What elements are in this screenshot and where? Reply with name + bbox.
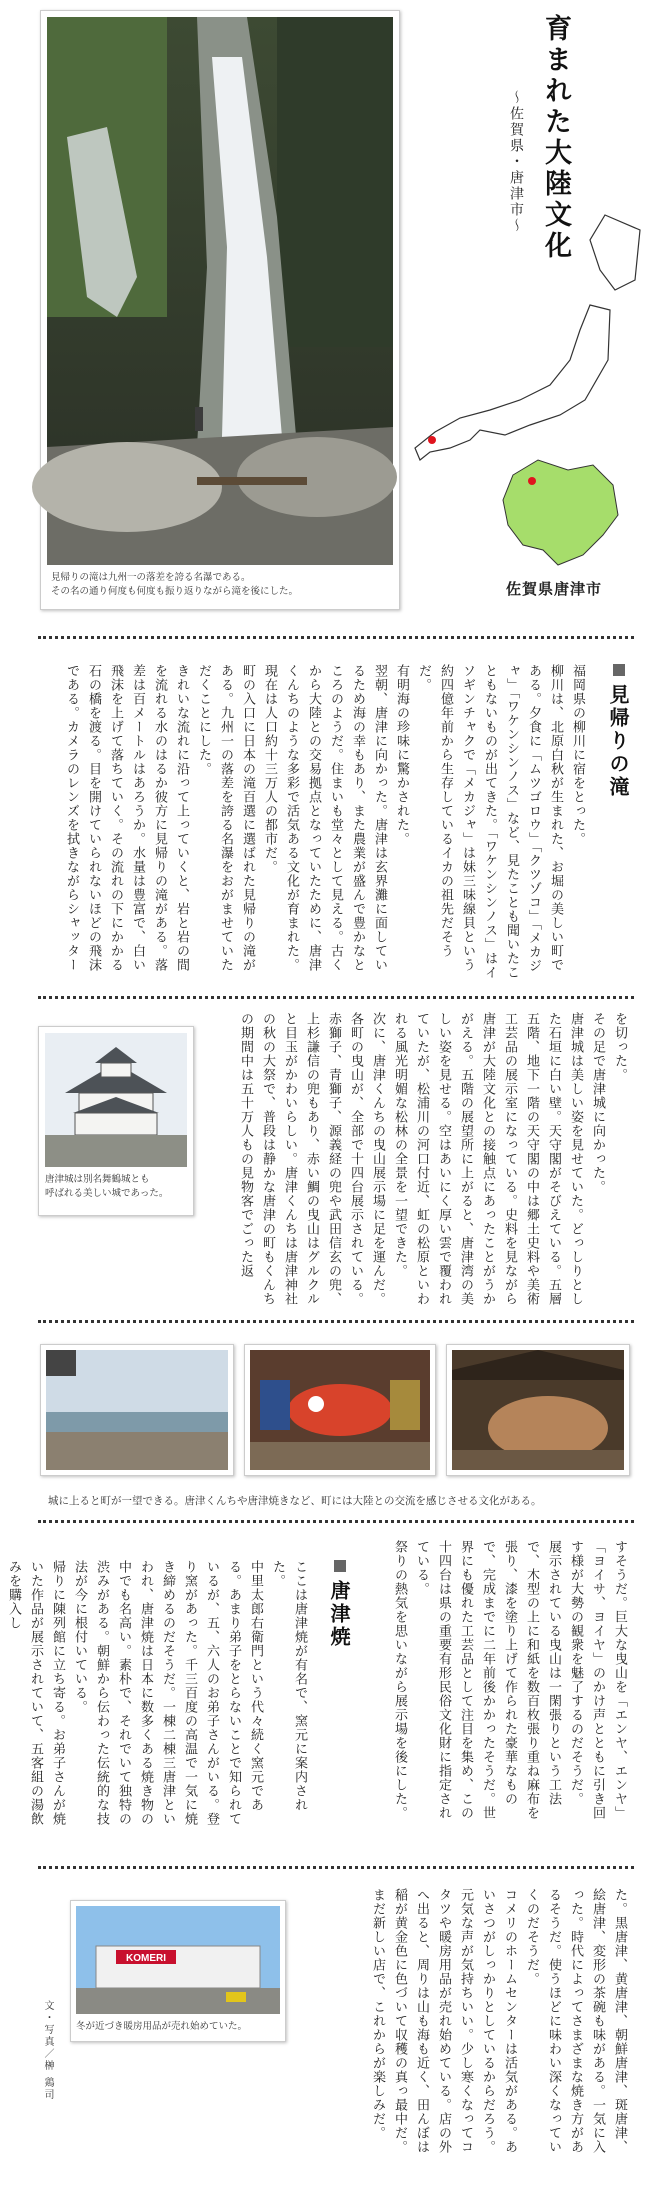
paragraph: 各町の曳山が、全部で十四台展示されている。赤獅子、青獅子、源義経の兜や武田信玄の兜、上杉謙信の兜もあり、赤い鯛の曳山はグルクルと目玉がかわいらしい。唐津くんちは唐津神社の秋の大祭で、普段は静かな唐津の町もくんちの期間中は五十万人もの見物客でごった返	[238, 1012, 363, 1306]
paragraph: 福岡県の柳川に宿をとった。	[570, 664, 585, 846]
article-body-5	[350, 1888, 630, 2158]
section-heading-mikaeri	[604, 664, 633, 799]
article-body-4-left	[6, 1560, 310, 1830]
karatsu-marker-small	[428, 436, 436, 444]
castle-caption-line-2: 呼ばれる美しい城であった。	[45, 1188, 169, 1199]
karatsu-castle-photo	[38, 1026, 194, 1216]
store-caption: 冬が近づき暖房用品が売れ始めていた。	[76, 2021, 248, 2032]
paragraph: た。黒唐津、黄唐津、朝鮮唐津、斑唐津、絵唐津、変形の茶碗も味がある。一気に入った。時代によってさまざまな焼き方があるそうだ。使うほどに味わい深くなっていくのだそうだ。	[524, 1888, 627, 2154]
waterfall-image	[47, 17, 393, 565]
saga-prefecture-map	[498, 455, 628, 570]
paragraph: 唐津城は美しい姿を見せていた。どっしりとした石垣に白い壁。天守閣がそびえている。五層五階、地下一階の天守閣の中は郷土史料や美術工芸品の展示室になっている。史料を見ながら唐津が大陸文化との接触点にあったことがうかがえる。五階の展望所に上がると、唐津湾の美しい姿を見せる。空はあいにく厚い雲で覆われていたが、松浦川の河口付近、虹の松原といわれる風光明媚な松林の全景を一望できた。	[392, 1012, 583, 1306]
paragraph: 帰りに陳列館に立ち寄る。お弟子さんが焼いた作品が展示されていて、五客組の湯飲みを購入し	[6, 1560, 65, 1826]
paragraph: 翌朝、唐津に向かった。唐津は玄界灘に面しているため海の幸もあり、また農業が盛んで豊かなところのようだ。住まいも堂々として見える。古くから大陸との交易拠点となっていたために、唐津くんちのような多彩で活気ある文化が育まれた。現在は人口約十三万人の都市だ。	[262, 664, 387, 972]
bullet-square-icon	[334, 1560, 346, 1572]
section-title: 唐津焼	[327, 1580, 351, 1649]
section-title: 見帰りの滝	[606, 684, 630, 799]
karatsu-marker	[528, 477, 536, 485]
store-image	[76, 1906, 280, 2014]
divider	[38, 996, 634, 999]
paragraph: を切った。	[612, 1012, 627, 1082]
paragraph: 町の入口に日本の滝百選に選ばれた見帰りの滝がある。九州一の落差を誇る名瀑をおがませていただくことにした。	[196, 664, 255, 972]
waterfall-photo	[40, 10, 400, 610]
paragraph: 有明海の珍味に驚かされた。	[394, 664, 409, 846]
page-title: 育まれた大陸文化	[540, 14, 571, 262]
paragraph: 次に、唐津くんちの曳山展示場に足を運んだ。	[370, 1012, 385, 1306]
komeri-store-photo	[70, 1900, 286, 2042]
japan-map	[410, 210, 650, 460]
article-body-1	[40, 664, 588, 982]
castle-image	[45, 1033, 187, 1167]
paragraph: 柳川は、北原白秋が生まれた、お堀の美しい町である。夕食に「ムツゴロウ」「クツゾコ」「メカジャ」「ワケンシンノス」など、見たことも聞いたこともないものが出てきた。「ワケンシンノス」はイソギンチャクで「メカジャ」は妹三味線貝という約四億年前から生存しているイカの祖先だそうだ。	[416, 664, 563, 980]
paragraph: 中里太郎右衛門という代々続く窯元である。あまり弟子をとらないことで知られているが、五、六人のお弟子さんがいる。登り窯があった。千三百度の高温で一気に焼き締めるのだそうだ。一棟二棟三唐津といわれ、唐津焼は日本に数多くある焼き物の中でも名高い。素朴で、それでいて独特の渋みがある。朝鮮から伝わった伝統的な技法が今に根付いている。	[72, 1560, 263, 1826]
section-heading-karatsuyaki	[325, 1560, 354, 1649]
divider	[38, 636, 634, 639]
paragraph: すそうだ。巨大な曳山を「エンヤ、エンヤ」「ヨイサ、ヨイヤ」のかけ声とともに引き回す様が大勢の観衆を魅了するのだそうだ。	[568, 1540, 627, 1820]
bullet-square-icon	[613, 664, 625, 676]
author-credit: 文・写真／榊 鶏司	[42, 2000, 53, 2102]
kiln-image	[452, 1350, 624, 1470]
paragraph: きれいな流れに沿って上っていくと、岩と岩の間を流れる水のはるか彼方に見帰りの滝がある。落差は百メートルはあろうか。水量は豊富で、白い飛沫を上げて落ちていく。その流れの下にかかる石の橋を渡る。目を開けていられないほどの飛沫である。カメラのレンズを拭きながらシャッター	[64, 664, 189, 972]
kunchi-floats-photo	[244, 1344, 436, 1476]
town-view-photo	[40, 1344, 234, 1476]
page-subtitle: ～佐賀県・唐津市～	[508, 90, 524, 234]
kiln-photo	[446, 1344, 630, 1476]
castle-caption-line-1: 唐津城は別名舞鶴城とも	[45, 1174, 150, 1185]
paragraph: その足で唐津城に向かった。	[590, 1012, 605, 1194]
divider	[38, 1866, 634, 1869]
town-image	[46, 1350, 228, 1470]
map-label: 佐賀県唐津市	[506, 580, 603, 598]
photo-caption-line-2: その名の通り何度も何度も振り返りながら滝を後にした。	[51, 586, 299, 597]
floats-image	[250, 1350, 430, 1470]
photo-caption-line-1: 見帰りの滝は九州一の落差を誇る名瀑である。	[51, 572, 251, 583]
paragraph: ここは唐津焼が有名で、窯元に案内された。	[270, 1560, 307, 1812]
paragraph: コメリのホームセンターは活気がある。あいさつがしっかりとしているからだろう。元気な声が気持ちいい。少し寒くなってコタツや暖房用品が売れ始めている。店の外へ出ると、周りは山も海も近く、田んぼは稲が黄金色に色づいて収穫の真っ最中だ。まだ新しい店で、これからが楽しみだ。	[370, 1888, 517, 2154]
article-body-4-right	[390, 1540, 630, 1830]
article-body-2	[236, 1012, 630, 1312]
paragraph: 祭りの熱気を思いながら展示場を後にした。	[392, 1540, 407, 1820]
paragraph: 展示されている曳山は一閑張りという工法で、木型の上に和紙を数百枚張り重ね麻布を張り、漆を塗り上げて作られた豪華なもので、完成までに二年前後かかったそうだ。世界にも優れた工芸品として注目を集め、この十四台は県の重要有形民俗文化財に指定されている。	[414, 1540, 561, 1820]
divider	[38, 1320, 634, 1323]
divider	[38, 1520, 634, 1523]
store-sign: KOMERI	[126, 1953, 166, 1964]
photo-strip-caption: 城に上ると町が一望できる。唐津くんちや唐津焼きなど、町には大陸との交流を感じさせる文化がある。	[48, 1495, 542, 1507]
